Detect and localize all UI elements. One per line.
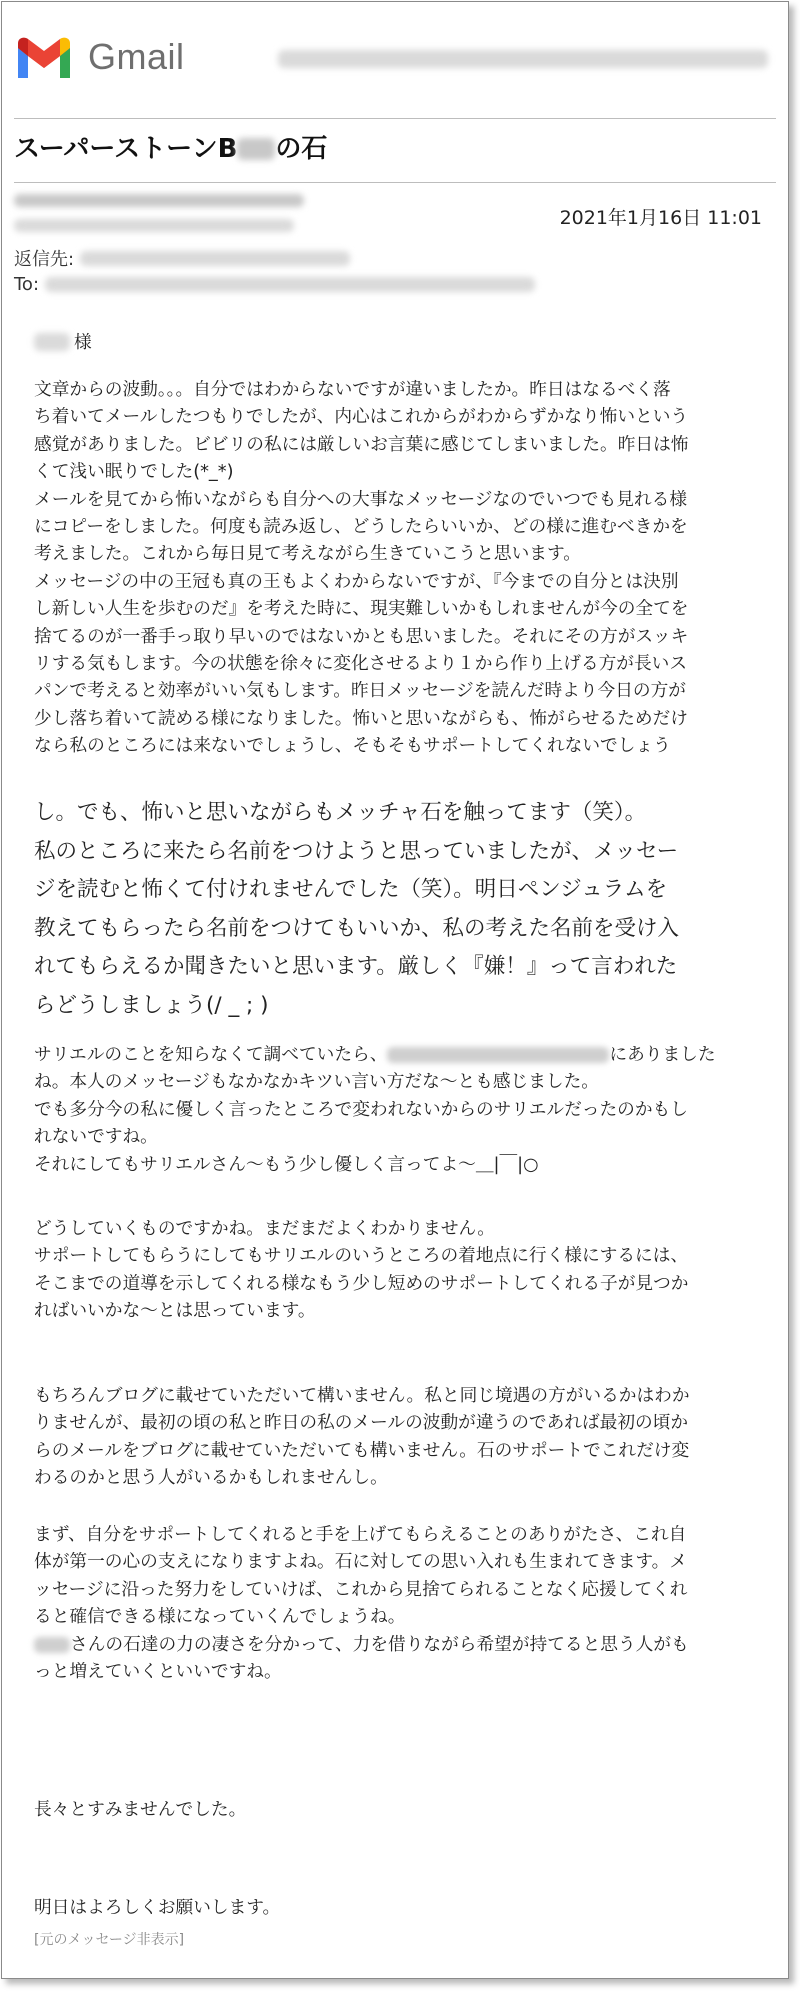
body-paragraph-3: どうしていくものですかね。まだまだよくわかりません。 サポートしてもらうにしてもサリエルのいうところの着地点に行く様にするには、 そこまでの道導を示してくれる様なもう少し短めのサポートしてくれる子が見つか ればいいかな〜とは思っています。 (34, 1219, 689, 1322)
gmail-header (14, 32, 185, 82)
body-paragraph-5 (34, 1522, 764, 1686)
p2-line1-start: サリエルのことを知らなくて調べていたら、 (34, 1045, 388, 1065)
p5-last: さんの石達の力の凄さを分かって、力を借りながら希望が持てると思う人がも っと増えていくといいですね。 (34, 1634, 689, 1683)
body-paragraph-7: 明日はよろしくお願いします。 (34, 1898, 281, 1918)
subject-suffix: の石 (275, 134, 328, 164)
p2-line1-end: にありました (609, 1045, 716, 1065)
to-label: To: (14, 274, 40, 295)
reply-to-label: 返信先: (14, 249, 75, 270)
gmail-wordmark: Gmail (88, 36, 185, 77)
body-paragraph-1-large: し。でも、怖いと思いながらもメッチャ石を触ってます（笑）。 私のところに来たら名前をつけようと思っていましたが、メッセー ジを読むと怖くて付けれませんでした（笑）。明日ペンジュラムを 教えてもらったら名前をつけてもいいか、私の考えた名前を受け入 れてもらえるか聞きたいと思います。厳しく『嫌！』って言われた らどうしましょう(/ _ ; ) (34, 800, 680, 1018)
body-paragraph-1: 文章からの波動。。。自分ではわからないですが違いましたか。昨日はなるべく落 ち着いてメールしたつもりでしたが、内心はこれからがわからずかなり怖いという 感覚がありました。ビビリの私には厳しいお言葉に感じてしまいました。昨日は怖 くて浅い眠りでした(*_*) メールを見てから怖いながらも自分への大事なメッセージなのでいつでも見れる様 にコピーをしました。何度も読み返し、どうしたらいいか、どの様に進むべきかを 考えました。これから毎日見て考えながら生きていこうと思います。 メッセージの中の王冠も真の王もよくわからないですが、『今までの自分とは決別 し新しい人生を歩むのだ』を考えた時に、現実難しいかもしれませんが今の全てを 捨てるのが一番手っ取り早いのではないかとも思いました。それにその方がスッキ リする気もします。今の状態を徐々に変化させるより１から作り上げる方が長いス パンで考えると効率がいい気もします。昨日メッセージを読んだ時より今日の方が 少し落ち着いて読める様になりました。怖いと思いながらも、怖がらせるためだけ なら私のところには来ないでしょうし、そもそもサポートしてくれないでしょう (34, 380, 689, 757)
salutation (34, 329, 92, 354)
body-paragraph-2 (34, 1042, 764, 1179)
email-date: 2021年1月16日 11:01 (559, 207, 762, 229)
show-trimmed-content-link[interactable]: [元のメッセージ非表示] (34, 1932, 185, 1948)
body-paragraph-4: もちろんブログに載せていただいて構いません。私と同じ境遇の方がいるかはわか りませんが、最初の頃の私と昨日の私のメールの波動が違うのであれば最初の頃か らのメールをブログに載せていただいても構いません。石のサポートでこれだけ変 わるのかと思う人がいるかもしれませんし。 (34, 1386, 690, 1489)
subject-divider (14, 182, 776, 183)
header-divider (14, 118, 776, 119)
email-subject (14, 128, 327, 165)
link-redacted (387, 1047, 609, 1063)
subject-prefix: スーパーストーンB (14, 134, 238, 164)
p5-text: まず、自分をサポートしてくれると手を上げてもらえることのありがたさ、これ自 体が第一の心の支えになりますよね。石に対しての思い入れも生まれてきます。メ ッセージに沿った努力をしていけば、これから見捨てられることなく応援してくれ ると確信できる様になっていくんでしょうね。 (34, 1525, 688, 1628)
salutation-suffix: 様 (74, 333, 92, 353)
gmail-logo-icon (14, 34, 74, 80)
email-print-frame (1, 1, 789, 1979)
body-paragraph-6: 長々とすみませんでした。 (34, 1800, 247, 1820)
reply-to-redacted (80, 251, 350, 266)
account-email-redacted (278, 48, 768, 70)
reply-to-row (14, 245, 350, 271)
subject-redacted (237, 138, 275, 160)
recipient-name-redacted (34, 333, 70, 351)
name-redacted (34, 1637, 70, 1653)
p2-rest: ね。本人のメッセージもなかなかキツい言い方だな〜とも感じました。 でも多分今の私に優しく言ったところで変われないからのサリエルだったのかもし れないですね。 それにしてもサリエルさん〜もう少し優しく言ってよ〜＿|￣|○ (34, 1072, 688, 1175)
sender-redacted (14, 194, 314, 244)
to-row (14, 274, 535, 295)
to-redacted (45, 277, 535, 292)
